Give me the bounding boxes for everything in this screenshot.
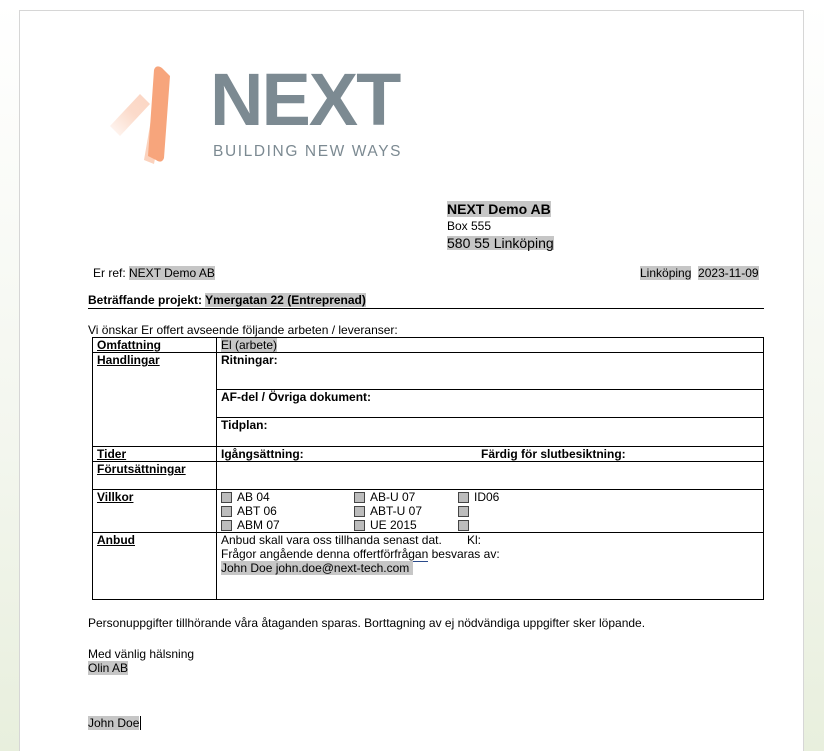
tider-cell[interactable] (217, 447, 764, 462)
omfattning-cell[interactable] (217, 338, 764, 353)
checkbox-label: AB-U 07 (370, 490, 416, 504)
row-anbud (93, 533, 764, 600)
recipient-name: NEXT Demo AB (447, 201, 551, 217)
checkbox-abt06[interactable] (221, 504, 280, 518)
forutsattningar-cell[interactable] (217, 462, 764, 490)
recipient-city: 580 55 Linköping (447, 235, 554, 251)
anbud-deadline (221, 533, 759, 547)
row-handlingar (93, 353, 764, 447)
forutsattningar-label: Förutsättningar (93, 462, 217, 490)
checkbox-empty-2[interactable] (458, 518, 499, 532)
checkbox-icon[interactable] (354, 520, 365, 531)
closing-company-line (88, 661, 128, 675)
checkbox-icon[interactable] (221, 492, 232, 503)
checkbox-label: UE 2015 (370, 518, 417, 532)
anbud-label: Anbud (93, 533, 217, 600)
recipient-box: Box 555 (447, 219, 492, 233)
checkbox-icon[interactable] (458, 520, 469, 531)
reference-value: NEXT Demo AB (129, 266, 215, 280)
date-field: 2023-11-09 (698, 266, 759, 280)
checkbox-icon[interactable] (354, 506, 365, 517)
closing-greeting: Med vänlig hälsning (88, 647, 195, 661)
next-logo-mark-icon (106, 64, 206, 164)
tider-label: Tider (93, 447, 217, 462)
villkor-col-3 (458, 490, 499, 532)
finish-label: Färdig för slutbesiktning: (481, 447, 626, 461)
row-forutsattningar (93, 462, 764, 490)
checkbox-ab04[interactable] (221, 490, 280, 504)
project-label: Beträffande projekt: (88, 293, 203, 307)
tidplan-field[interactable] (217, 418, 763, 446)
anbud-questions (221, 547, 759, 561)
checkbox-id06[interactable] (458, 490, 499, 504)
row-tider (93, 447, 764, 462)
checkbox-label: ID06 (474, 490, 500, 504)
text-cursor (140, 716, 141, 730)
contact-field[interactable]: John Doe john.doe@next-tech.com (221, 561, 413, 575)
start-label: Igångsättning: (221, 447, 304, 461)
af-field[interactable] (217, 390, 763, 418)
villkor-cell (217, 490, 764, 533)
villkor-col-2 (354, 490, 422, 532)
ritningar-field[interactable] (217, 353, 763, 390)
checkbox-icon[interactable] (354, 492, 365, 503)
ritningar-label: Ritningar: (221, 353, 278, 367)
checkbox-abm07[interactable] (221, 518, 280, 532)
place-date (640, 266, 759, 280)
place-field: Linköping (640, 266, 692, 280)
kl-label: Kl: (467, 533, 482, 547)
questions-pre: Frågor angående (221, 547, 317, 561)
row-omfattning (93, 338, 764, 353)
closing-company: Olin AB (88, 661, 129, 675)
checkbox-label: ABT-U 07 (370, 504, 423, 518)
checkbox-icon[interactable] (221, 506, 232, 517)
request-table (92, 337, 764, 600)
project-divider (88, 308, 764, 309)
checkbox-empty-1[interactable] (458, 504, 499, 518)
questions-post: besvaras av: (428, 547, 500, 561)
villkor-label: Villkor (93, 490, 217, 533)
questions-link[interactable]: denna offertförfrågan (316, 547, 429, 561)
gdpr-text: Personuppgifter tillhörande våra åtaganden sparas. Borttagning av ej nödvändiga uppgifter sker löpande. (88, 616, 646, 630)
row-villkor (93, 490, 764, 533)
reference-line (93, 266, 215, 280)
checkbox-icon[interactable] (458, 492, 469, 503)
signer-name[interactable]: John Doe (88, 716, 140, 730)
villkor-col-1 (221, 490, 280, 532)
checkbox-ue2015[interactable] (354, 518, 422, 532)
deadline-text: Anbud skall vara oss tillhanda senast dat. (221, 533, 442, 547)
handlingar-cell (217, 353, 764, 447)
omfattning-value: El (arbete) (221, 338, 278, 352)
project-line (88, 293, 366, 307)
handlingar-label: Handlingar (93, 353, 217, 447)
project-value: Ymergatan 22 (Entreprenad) (205, 293, 366, 307)
intro-text: Vi önskar Er offert avseende följande arbeten / leveranser: (88, 323, 398, 337)
anbud-cell[interactable] (217, 533, 764, 600)
reference-label: Er ref: (93, 266, 126, 280)
af-label: AF-del / Övriga dokument: (221, 390, 372, 404)
recipient-address (447, 201, 554, 252)
checkbox-label: ABM 07 (237, 518, 280, 532)
checkbox-icon[interactable] (458, 506, 469, 517)
tidplan-label: Tidplan: (221, 418, 268, 432)
checkbox-icon[interactable] (221, 520, 232, 531)
checkbox-abtu07[interactable] (354, 504, 422, 518)
omfattning-label: Omfattning (93, 338, 217, 353)
checkbox-label: AB 04 (237, 490, 270, 504)
checkbox-label: ABT 06 (237, 504, 277, 518)
checkbox-abu07[interactable] (354, 490, 422, 504)
logo-tagline: BUILDING NEW WAYS (213, 143, 403, 160)
signer-line (88, 716, 141, 730)
logo-wordmark: NEXT (210, 58, 400, 141)
